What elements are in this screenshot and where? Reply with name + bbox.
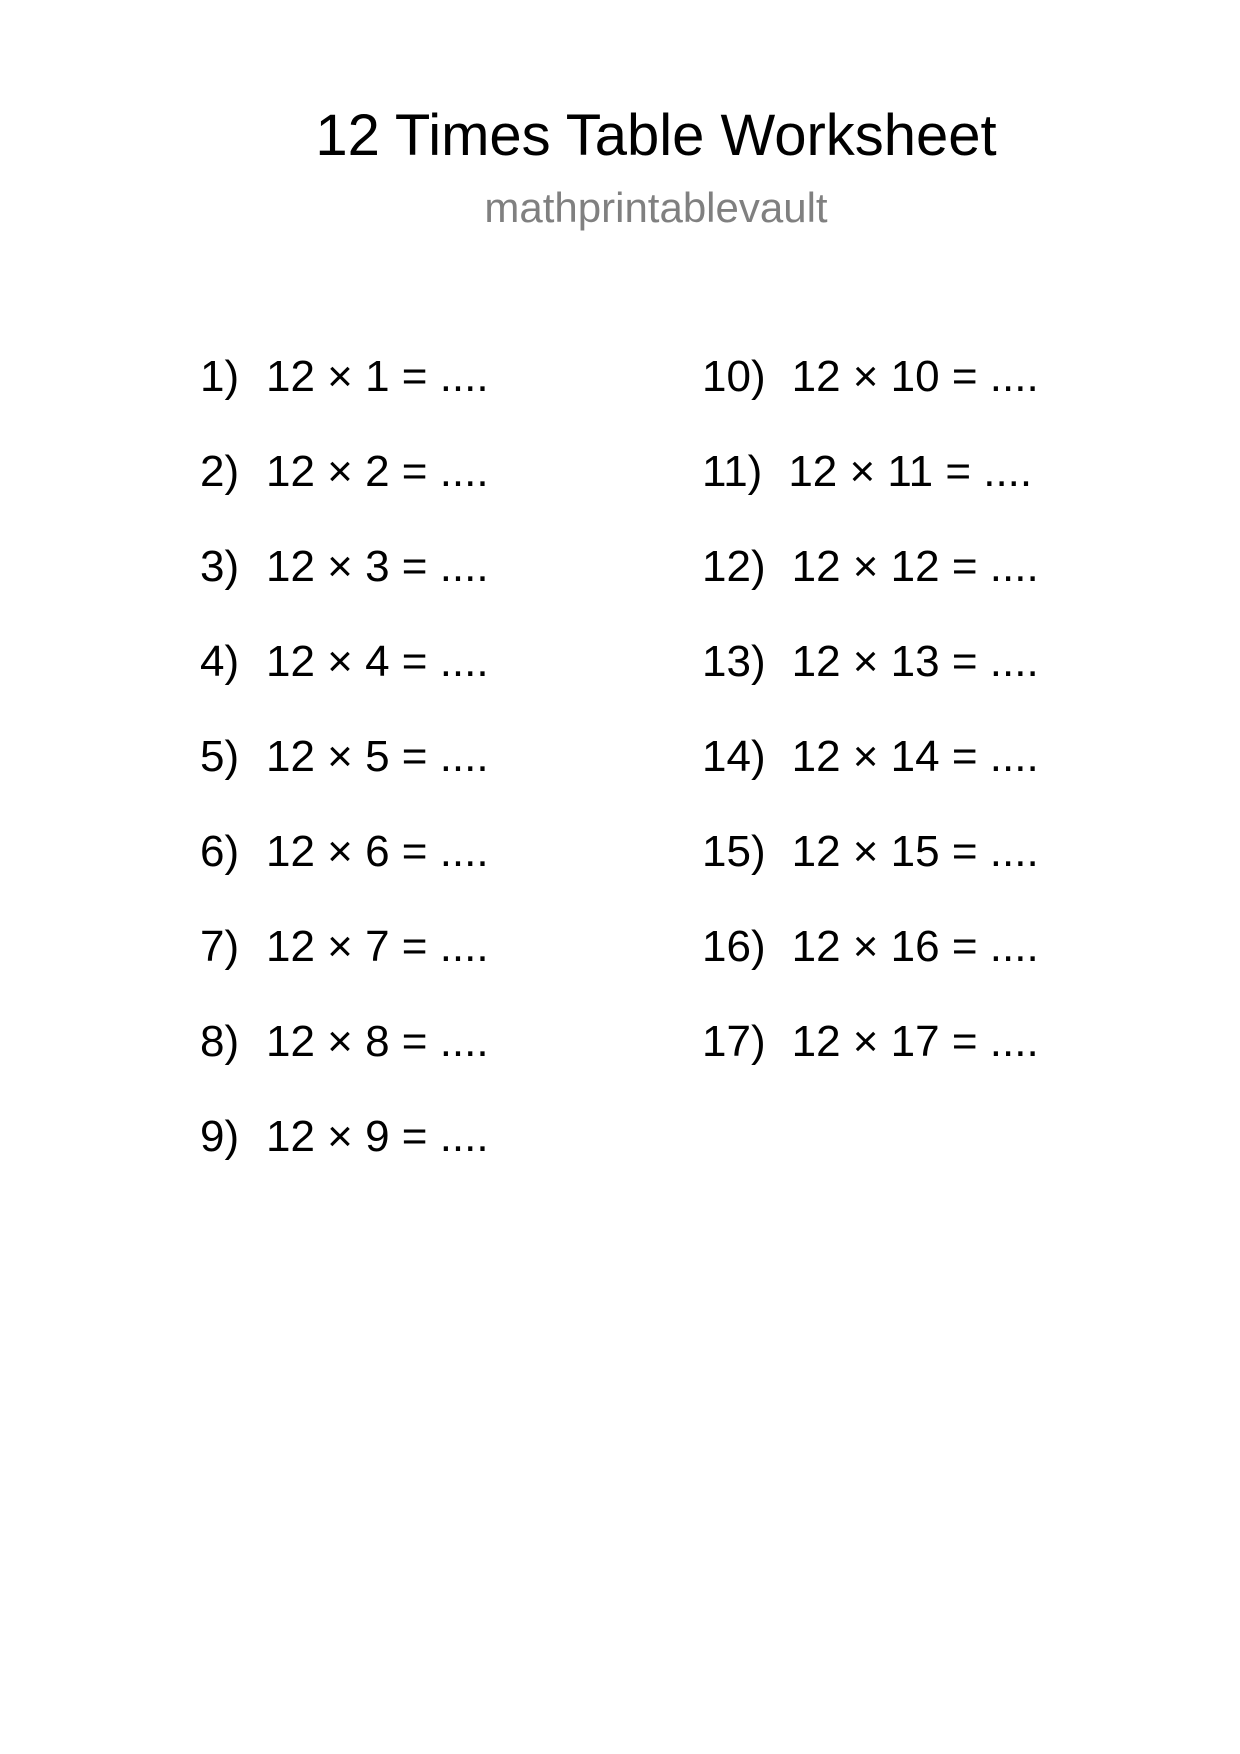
problem-number: 15) — [702, 827, 766, 876]
problem-number: 17) — [702, 1017, 766, 1066]
problem-expression: 12 × 8 = .... — [266, 1017, 489, 1066]
problem-expression: 12 × 9 = .... — [266, 1112, 489, 1161]
problem-number: 16) — [702, 922, 766, 971]
problem-expression: 12 × 4 = .... — [266, 637, 489, 686]
problem-number: 5) — [200, 732, 240, 781]
problem-column-right — [702, 348, 1039, 1108]
problem-item — [702, 918, 1039, 1013]
problem-number: 3) — [200, 542, 240, 591]
problem-item — [200, 728, 489, 823]
problem-expression: 12 × 13 = .... — [791, 637, 1039, 686]
problem-item — [200, 633, 489, 728]
problem-expression: 12 × 15 = .... — [791, 827, 1039, 876]
problem-expression: 12 × 2 = .... — [266, 447, 489, 496]
problem-expression: 12 × 14 = .... — [791, 732, 1039, 781]
problem-number: 1) — [200, 352, 240, 401]
problem-number: 7) — [200, 922, 240, 971]
problem-item — [702, 538, 1039, 633]
problem-item — [200, 1013, 489, 1108]
problem-number: 2) — [200, 447, 240, 496]
problem-expression: 12 × 3 = .... — [266, 542, 489, 591]
problem-item — [200, 538, 489, 633]
problem-number: 6) — [200, 827, 240, 876]
problem-expression: 12 × 17 = .... — [791, 1017, 1039, 1066]
problem-item — [702, 823, 1039, 918]
worksheet-subtitle: mathprintablevault — [484, 184, 828, 231]
problem-item — [702, 728, 1039, 823]
problem-expression: 12 × 1 = .... — [266, 352, 489, 401]
problem-expression: 12 × 7 = .... — [266, 922, 489, 971]
problem-item — [200, 918, 489, 1013]
problem-number: 4) — [200, 637, 240, 686]
problem-item — [702, 1013, 1039, 1108]
problem-expression: 12 × 16 = .... — [791, 922, 1039, 971]
problem-number: 8) — [200, 1017, 240, 1066]
problem-number: 13) — [702, 637, 766, 686]
problem-number: 14) — [702, 732, 766, 781]
problem-item — [200, 823, 489, 918]
problem-number: 9) — [200, 1112, 240, 1161]
problem-number: 11) — [702, 447, 763, 496]
problem-number: 10) — [702, 352, 766, 401]
problem-expression: 12 × 10 = .... — [791, 352, 1039, 401]
problem-item — [702, 633, 1039, 728]
problem-expression: 12 × 12 = .... — [791, 542, 1039, 591]
problem-item — [702, 443, 1039, 538]
problem-column-left — [200, 348, 489, 1203]
problem-expression: 12 × 6 = .... — [266, 827, 489, 876]
problem-expression: 12 × 11 = .... — [788, 447, 1033, 496]
problem-item — [200, 348, 489, 443]
worksheet-title: 12 Times Table Worksheet — [315, 103, 997, 168]
problem-expression: 12 × 5 = .... — [266, 732, 489, 781]
problem-number: 12) — [702, 542, 766, 591]
problem-item — [702, 348, 1039, 443]
problem-item — [200, 1108, 489, 1203]
problem-item — [200, 443, 489, 538]
